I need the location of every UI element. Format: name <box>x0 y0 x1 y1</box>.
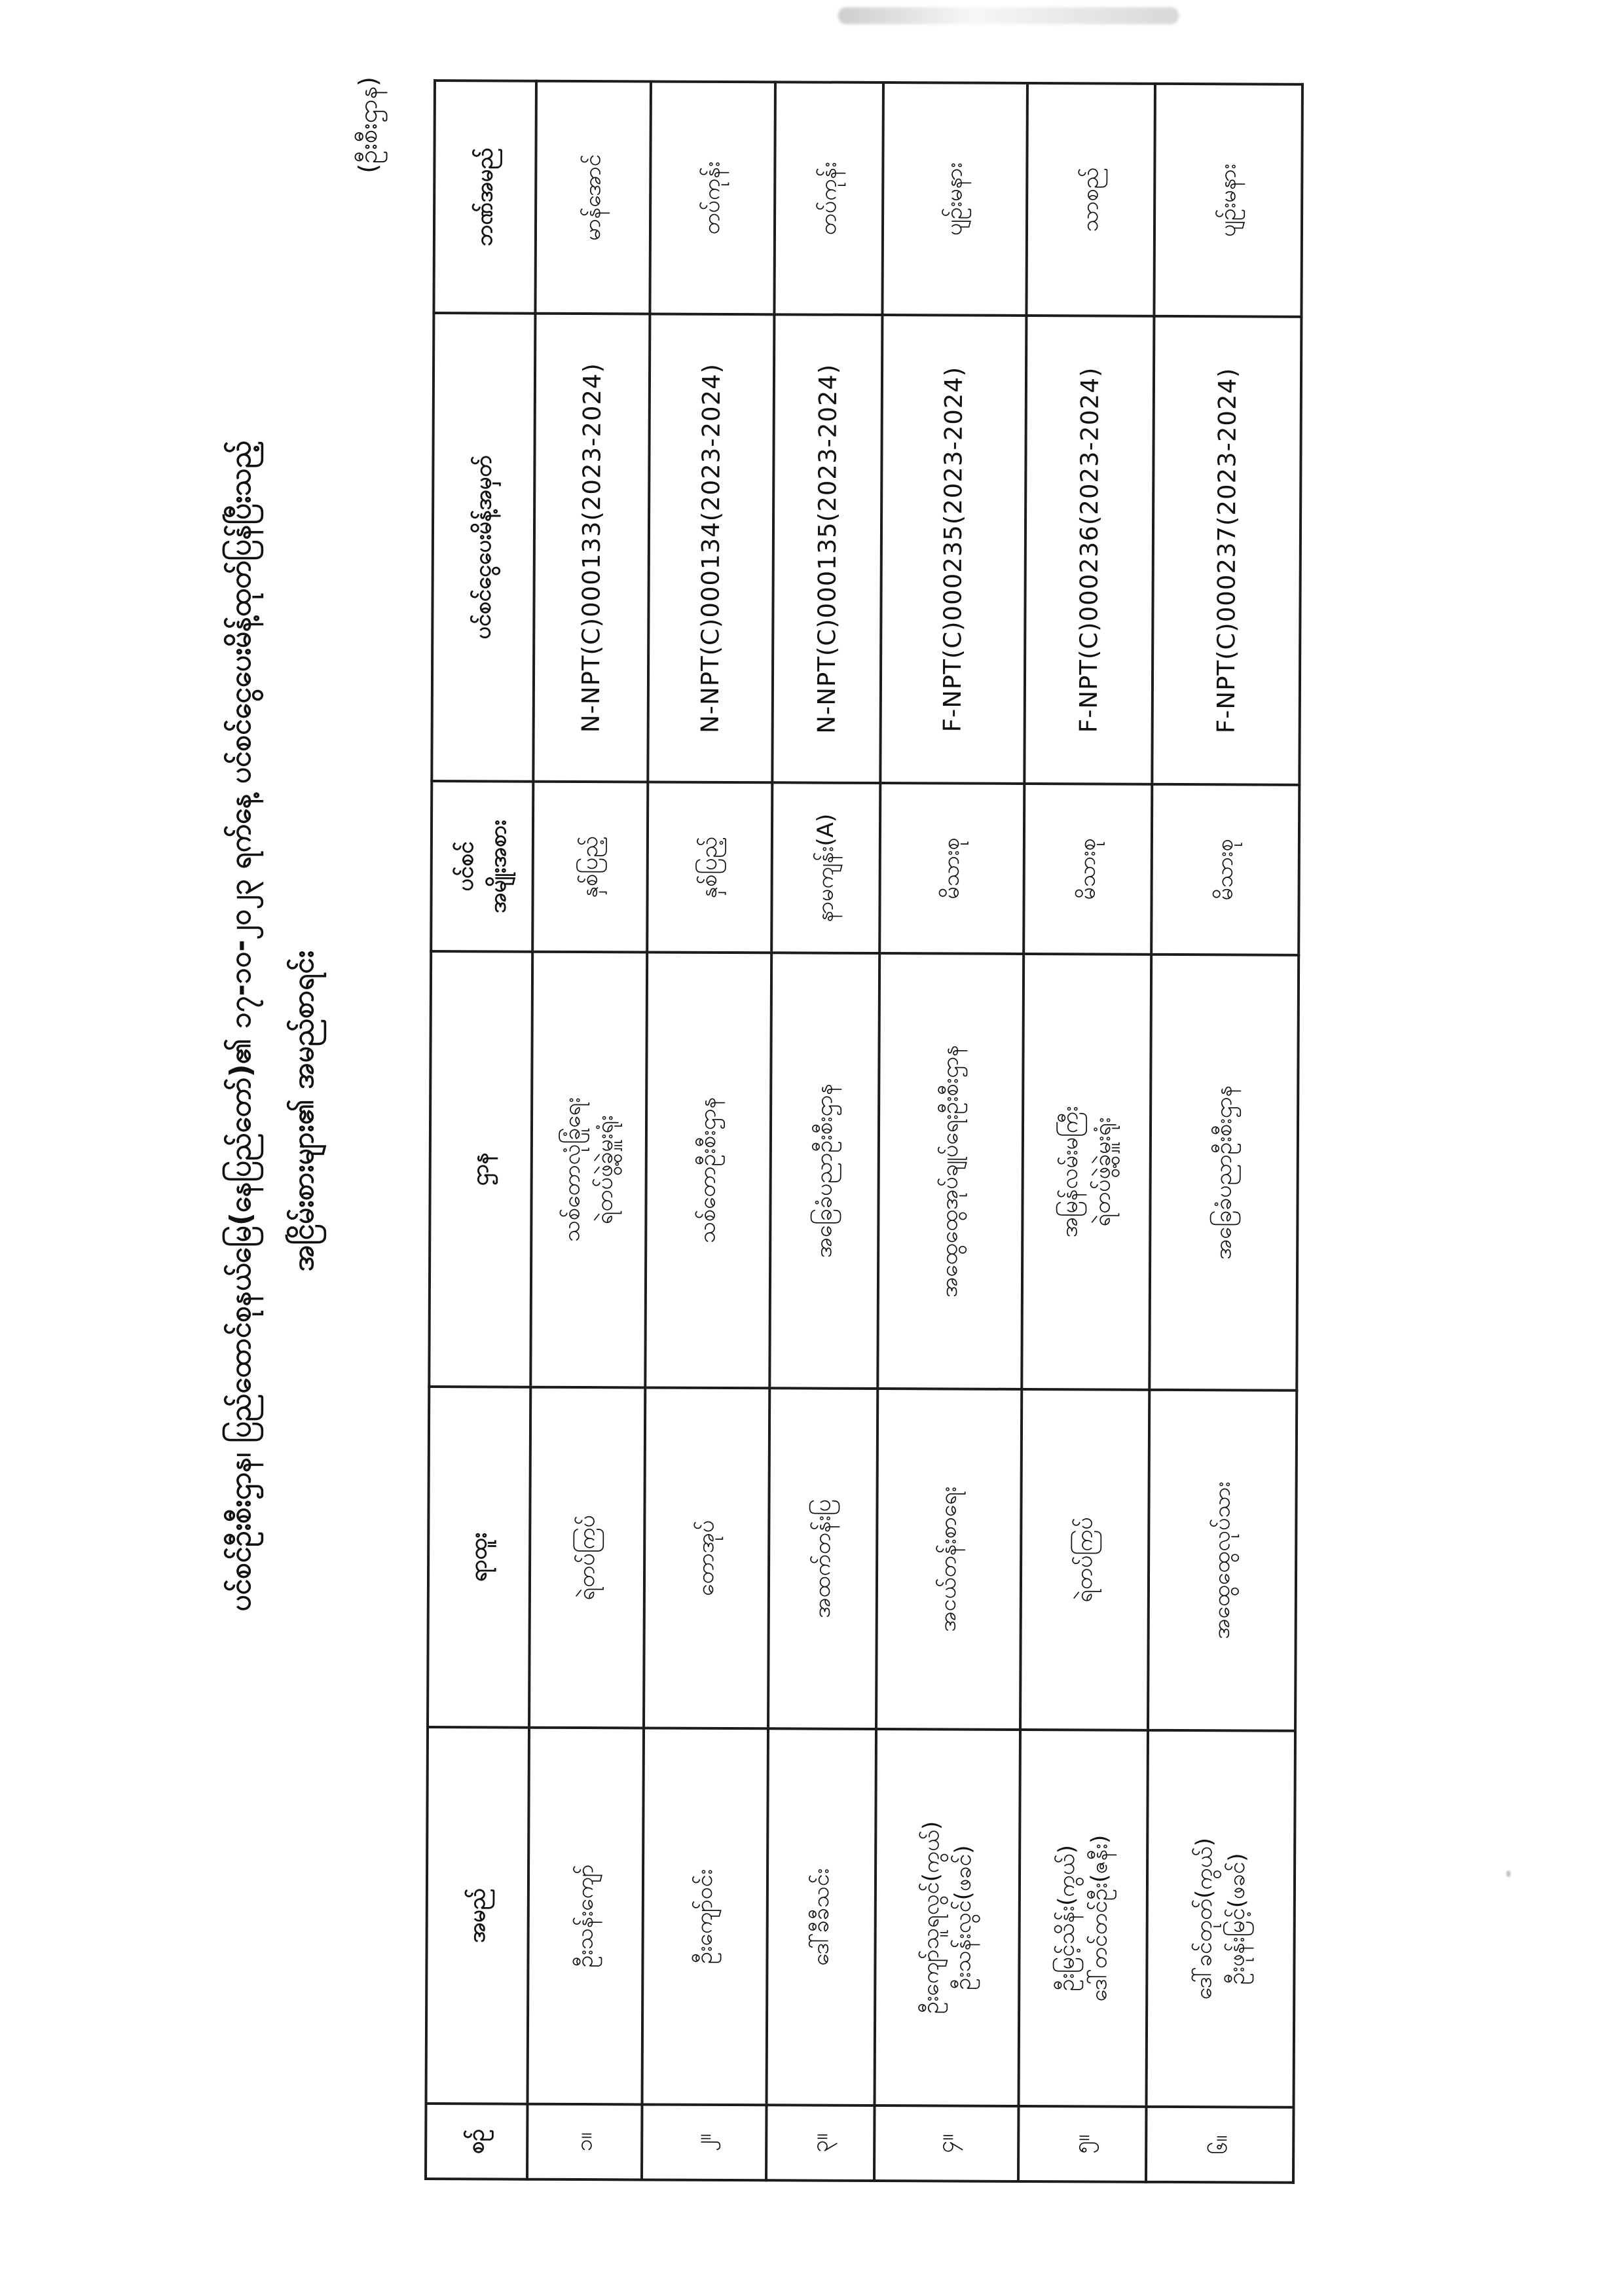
scan-artifact <box>838 7 1179 24</box>
cell-position: အထက်တန်းပြ <box>768 1388 877 1729</box>
cell-name: ဦးကျော်သူရလွင်(ကွယ်) ဦးသန်းလွင်(ဖခင်) <box>875 1729 1021 2106</box>
column-header-serial: စဉ် <box>426 2104 528 2179</box>
cell-department: အထွေထွေအုပ်ချုပ်ရေးဦးစီးဌာန <box>877 953 1024 1389</box>
column-header-name: အမည် <box>426 1727 530 2104</box>
cell-serial: ၆။ <box>1146 2107 1293 2183</box>
pensioners-table <box>424 79 1304 2184</box>
column-header-pension-type: ပင်စင် အမျိုးအစား <box>431 781 533 952</box>
column-header-position: ရာထူး <box>428 1387 530 1728</box>
column-header-order-no: ပင်စင်ငွေပေးမိန့်အမှတ် <box>432 313 535 782</box>
cell-bank: မာန်အောင် <box>535 81 651 314</box>
cell-pension-type: နာမကျန်း(A) <box>771 782 880 953</box>
cell-name: ဒေါ်ခင်တုတ်(ကွယ်) ဦးဖုန်းမြင့်(ဖခင်) <box>1147 1730 1296 2107</box>
document-title-line2: အငြိမ်းစားများ၏ အမည်စာရင်း <box>287 950 320 1272</box>
cell-position: အငယ်တန်းစာရေး <box>876 1389 1022 1730</box>
cell-position: တောအုပ် <box>644 1387 769 1728</box>
cell-name: ဦးမြင့်သိန်း(ကွယ်) ဒေါ်တင်တင်ဦး(ဇနီး) <box>1019 1730 1149 2107</box>
column-header-bank: ဘဏ်အမည် <box>434 81 536 314</box>
cell-order-no: F-NPT(C)000236(2023-2024) <box>1024 316 1154 784</box>
cell-order-no: N-NPT(C)000134(2023-2024) <box>648 314 774 782</box>
cell-serial: ၁။ <box>527 2104 642 2180</box>
cell-serial: ၅။ <box>1018 2106 1146 2182</box>
table-header-row <box>426 81 536 2179</box>
cell-order-no: F-NPT(C)000237(2023-2024) <box>1152 316 1301 785</box>
cell-department: အခြေခံပညာဦးစီးဌာန <box>1149 955 1299 1391</box>
cell-name: ဦးကျော်ဝင်း <box>642 1728 769 2105</box>
table-row <box>642 81 775 2180</box>
corner-label: (ဦးစီးဌာန) <box>354 77 382 173</box>
cell-bank: ပျဉ်းမနား <box>882 82 1027 316</box>
table-row <box>1018 83 1155 2182</box>
cell-bank: တပ်ကုန်း <box>650 81 775 314</box>
cell-department: အခြေခံပညာဦးစီးဌာန <box>769 953 879 1389</box>
cell-position: ရဲတပ်ကြပ် <box>1020 1389 1149 1730</box>
cell-department: သစ်တောဦးစီးဌာန <box>645 952 771 1388</box>
cell-serial: ၂။ <box>642 2104 766 2180</box>
cell-pension-type: နှစ်ပြည့် <box>532 782 648 953</box>
cell-order-no: N-NPT(C)000133(2023-2024) <box>533 314 650 782</box>
cell-serial: ၃။ <box>766 2105 875 2181</box>
table-row <box>874 82 1027 2181</box>
cell-name: ဒေါ်ခီခီသင်း <box>767 1728 877 2105</box>
cell-order-no: F-NPT(C)000235(2023-2024) <box>880 315 1026 784</box>
table-row <box>766 82 883 2181</box>
cell-pension-type: မိသားစု <box>1151 784 1299 955</box>
table-row <box>527 81 651 2180</box>
cell-pension-type: နှစ်ပြည့် <box>647 782 772 953</box>
cell-bank: သာစည် <box>1026 83 1155 316</box>
cell-name: ဦးသန်းကျော် <box>528 1728 644 2105</box>
cell-bank: တပ်ကုန်း <box>774 82 883 315</box>
cell-order-no: N-NPT(C)000135(2023-2024) <box>772 314 882 783</box>
cell-position: ရဲတပ်ကြပ် <box>529 1387 645 1728</box>
table-row <box>1146 84 1302 2183</box>
cell-position: အထွေထွေလုပ်သား <box>1148 1390 1297 1731</box>
cell-department: အမြန်လမ်းမကြီး ရဲတပ်ဖွဲ့ခွဲမှူးရုံး <box>1022 954 1151 1390</box>
cell-department: သစ်တောလုံခြုံရေး ရဲတပ်ဖွဲ့ခွဲမှူးရုံး <box>530 952 647 1388</box>
cell-pension-type: မိသားစု <box>879 783 1024 954</box>
document-title-line1: ပင်စင်ဦးစီးဌာန၊ ပြည်ထောင်စုနယ်မြေ(နေပြည်တော်)၏ ၁၇-၁၀-၂၀၂၃ ရက်နေ့ ပင်စင်ငွေပေးမိန့်ထုတ်ပြန်ပြီးသည့် <box>224 440 257 1612</box>
cell-bank: ပျဉ်းမနား <box>1154 84 1302 317</box>
column-header-department: ဌာန <box>429 951 532 1387</box>
scan-artifact <box>1506 1870 1511 1877</box>
cell-serial: ၄။ <box>874 2105 1018 2181</box>
cell-pension-type: မိသားစု <box>1024 784 1152 955</box>
